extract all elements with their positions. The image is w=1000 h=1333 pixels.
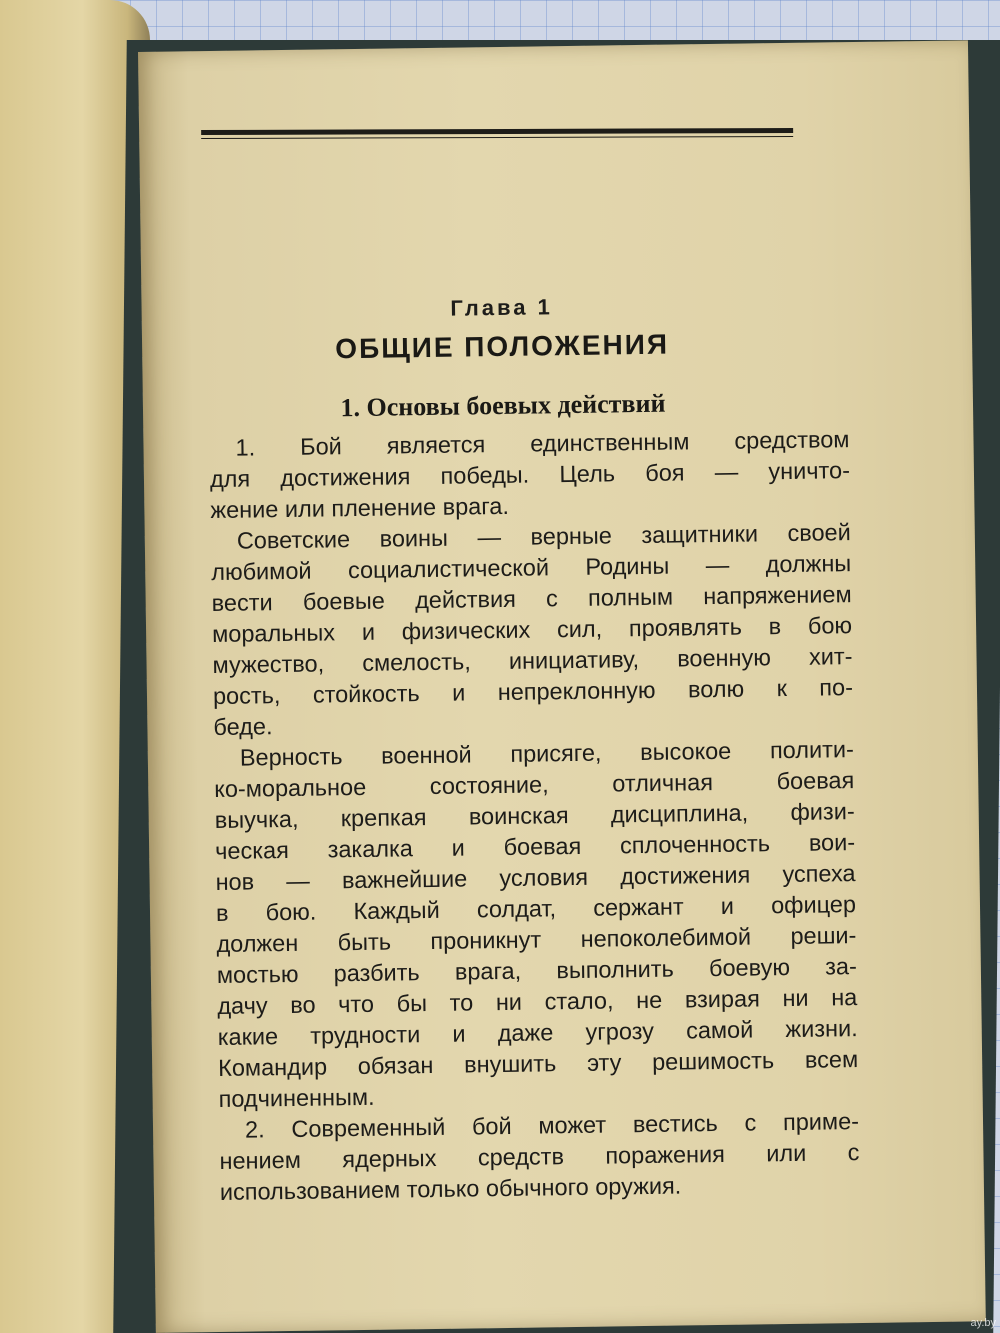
text-line: мужество, смелость, инициативу, военную хит- bbox=[212, 643, 853, 679]
text-line: подчиненным. bbox=[218, 1083, 375, 1112]
chapter-title: ОБЩИЕ ПОЛОЖЕНИЯ bbox=[335, 328, 670, 365]
text-line: ческая закалка и боевая сплоченность вои- bbox=[214, 829, 856, 864]
text-line: беде. bbox=[213, 713, 273, 741]
text-line: нением ядерных средств поражения или с bbox=[219, 1139, 860, 1174]
section-title: 1. Основы боевых действий bbox=[340, 388, 666, 423]
chapter-label: Глава 1 bbox=[450, 294, 553, 321]
header-rule bbox=[201, 128, 793, 135]
text-line: нов — важнейшие условия достижения успеха bbox=[215, 860, 856, 895]
text-line: какие трудности и даже угрозу самой жизни. bbox=[217, 1015, 858, 1050]
text-line: в бою. Каждый солдат, сержант и офицер bbox=[215, 891, 857, 926]
text-line: вести боевые действия с полным напряжением bbox=[211, 581, 852, 617]
text-line: 2. Современный бой может вестись с приме- bbox=[244, 1108, 860, 1143]
text-line: мостью разбить врага, выполнить боевую за- bbox=[216, 953, 858, 988]
text-line: использованием только обычного оружия. bbox=[219, 1172, 682, 1205]
text-line: дачу во что бы то ни стало, не взирая ни на bbox=[217, 984, 858, 1019]
text-line: Советские воины — верные защитники своей bbox=[236, 519, 851, 554]
body-text bbox=[209, 424, 860, 1208]
watermark: ay.by bbox=[970, 1317, 996, 1329]
text-line: 1. Бой является единственным средством bbox=[235, 426, 850, 461]
text-line: Верность военной присяге, высокое полити- bbox=[239, 736, 854, 771]
book-page bbox=[138, 40, 986, 1332]
text-line: Командир обязан внушить эту решимость всем bbox=[218, 1046, 859, 1081]
text-line: моральных и физических сил, проявлять в бою bbox=[211, 612, 853, 648]
text-line: жение или пленение врага. bbox=[210, 492, 510, 524]
text-line: выучка, крепкая воинская дисциплина, физи- bbox=[214, 798, 855, 834]
text-line: рость, стойкость и непреклонную волю к по- bbox=[212, 674, 854, 710]
text-line: должен быть проникнут непоколебимой реши- bbox=[216, 922, 857, 957]
text-line: для достижения победы. Цель боя — уничто- bbox=[209, 457, 851, 493]
text-line: ко-моральное состояние, отличная боевая bbox=[214, 767, 855, 803]
text-line: любимой социалистической Родины — должны bbox=[211, 550, 852, 586]
